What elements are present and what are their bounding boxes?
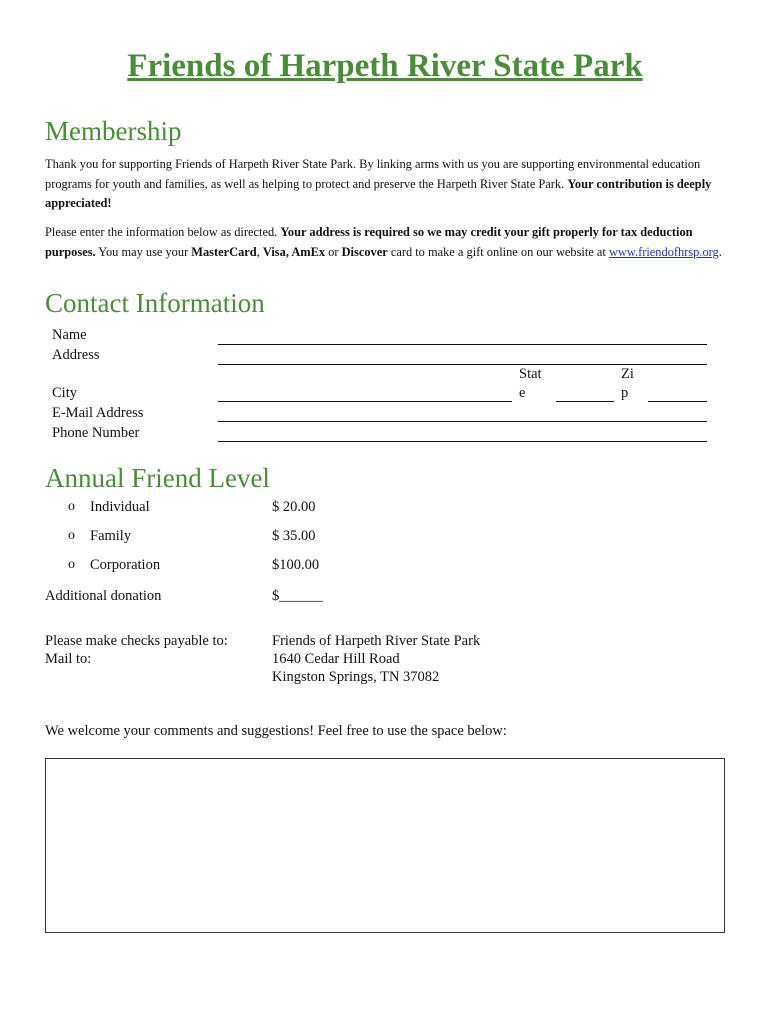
or-text: or <box>325 244 342 259</box>
mail-to-label: Mail to: <box>45 651 92 667</box>
page-title: Friends of Harpeth River State Park <box>127 48 643 84</box>
instructions-text-2: You may use your <box>95 244 192 259</box>
email-field[interactable] <box>218 421 707 422</box>
phone-field[interactable] <box>218 441 707 442</box>
zip-label-part1: Zi <box>621 366 634 382</box>
email-label: E-Mail Address <box>52 405 144 421</box>
individual-amount: $ 20.00 <box>272 499 316 515</box>
mastercard-text: MasterCard <box>191 244 257 259</box>
membership-intro-text: Thank you for supporting Friends of Harpeth River State Park. By linking arms with us you are supporting environmental education programs for youth and families, as well as helping to protect and preserve the Harpeth River State Park. <box>45 157 701 191</box>
family-amount: $ 35.00 <box>272 528 316 544</box>
membership-appreciation-text: Your contribution is deeply appreciated! <box>45 176 712 210</box>
individual-radio[interactable]: o <box>68 499 75 514</box>
state-field[interactable] <box>556 401 614 402</box>
discover-text: Discover <box>341 244 388 259</box>
corporation-amount: $100.00 <box>272 557 320 573</box>
contact-heading: Contact Information <box>45 288 265 318</box>
membership-paragraph <box>45 155 725 214</box>
corporation-label: Corporation <box>90 557 161 573</box>
address-label: Address <box>52 347 100 363</box>
payee-name: Friends of Harpeth River State Park <box>272 633 481 649</box>
additional-donation-field[interactable]: $______ <box>272 588 323 604</box>
individual-label: Individual <box>90 499 150 515</box>
website-link[interactable]: www.friendofhrsp.org <box>608 244 719 259</box>
state-label-part2: e <box>519 385 526 401</box>
phone-label: Phone Number <box>52 425 140 441</box>
checks-payable-label: Please make checks payable to: <box>45 633 228 649</box>
city-label: City <box>52 385 77 401</box>
family-radio[interactable]: o <box>68 528 75 543</box>
name-label: Name <box>52 327 87 343</box>
state-label-part1: Stat <box>519 366 542 382</box>
mail-street: 1640 Cedar Hill Road <box>272 651 400 667</box>
address-field[interactable] <box>218 364 707 365</box>
visa-amex-text: Visa, AmEx <box>262 244 326 259</box>
zip-label-part2: p <box>621 385 629 401</box>
mail-city: Kingston Springs, TN 37082 <box>272 669 440 685</box>
instructions-text: Please enter the information below as directed. <box>45 225 281 239</box>
comments-textarea[interactable] <box>45 758 725 933</box>
address-required-text: Your address is required so we may credit your gift properly for tax deduction purposes. <box>45 225 693 259</box>
period-text: . <box>718 244 722 259</box>
corporation-radio[interactable]: o <box>68 557 75 572</box>
name-field[interactable] <box>218 344 707 345</box>
additional-donation-label: Additional donation <box>45 588 162 604</box>
city-field[interactable] <box>218 401 512 402</box>
instructions-paragraph <box>45 223 725 262</box>
comma-text: , <box>256 244 263 259</box>
instructions-text-3: card to make a gift online on our website at <box>387 244 609 259</box>
zip-field[interactable] <box>648 401 707 402</box>
friend-level-heading: Annual Friend Level <box>45 463 270 493</box>
membership-heading: Membership <box>45 116 182 146</box>
family-label: Family <box>90 528 132 544</box>
comments-prompt: We welcome your comments and suggestions! Feel free to use the space below: <box>45 723 507 739</box>
